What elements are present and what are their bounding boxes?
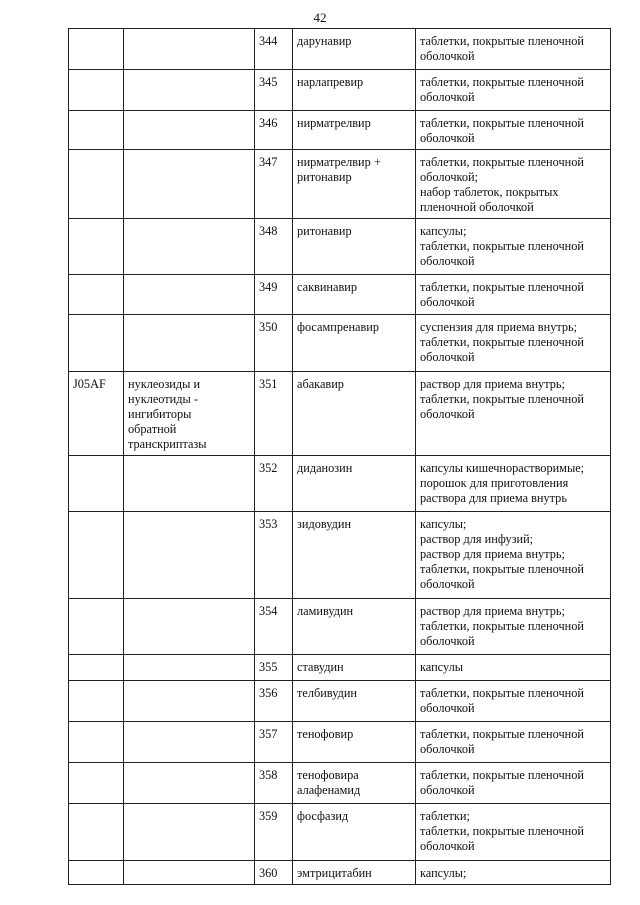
- drug-name-cell: нирматрелвир + ритонавир: [293, 150, 416, 219]
- row-number-cell: 360: [255, 861, 293, 885]
- row-number-cell: 350: [255, 315, 293, 372]
- atc-code-cell: [69, 219, 124, 275]
- row-number-cell: 352: [255, 456, 293, 512]
- pharm-group-cell: нуклеозиды и нуклеотиды - ингибиторы обратной транскриптазы: [124, 372, 255, 456]
- drug-name-cell: телбивудин: [293, 681, 416, 722]
- atc-code-cell: [69, 763, 124, 804]
- table-row: [69, 219, 611, 275]
- atc-code-cell: J05AF: [69, 372, 124, 456]
- drug-name-cell: дарунавир: [293, 29, 416, 70]
- dosage-form-cell: суспензия для приема внутрь; таблетки, покрытые пленочной оболочкой: [416, 315, 611, 372]
- dosage-form-cell: раствор для приема внутрь; таблетки, покрытые пленочной оболочкой: [416, 599, 611, 655]
- atc-code-cell: [69, 681, 124, 722]
- dosage-form-cell: таблетки, покрытые пленочной оболочкой; набор таблеток, покрытых пленочной оболочкой: [416, 150, 611, 219]
- row-number-cell: 353: [255, 512, 293, 599]
- atc-code-cell: [69, 150, 124, 219]
- dosage-form-cell: таблетки; таблетки, покрытые пленочной оболочкой: [416, 804, 611, 861]
- atc-code-cell: [69, 111, 124, 150]
- dosage-form-cell: таблетки, покрытые пленочной оболочкой: [416, 111, 611, 150]
- atc-code-cell: [69, 861, 124, 885]
- pharm-group-cell: [124, 655, 255, 681]
- pharm-group-cell: [124, 456, 255, 512]
- pharm-group-cell: [124, 804, 255, 861]
- dosage-form-cell: таблетки, покрытые пленочной оболочкой: [416, 722, 611, 763]
- table-row: [69, 111, 611, 150]
- pharm-group-cell: [124, 599, 255, 655]
- row-number-cell: 359: [255, 804, 293, 861]
- table-row: [69, 315, 611, 372]
- table-row: [69, 763, 611, 804]
- pharm-group-cell: [124, 275, 255, 315]
- pharm-group-cell: [124, 722, 255, 763]
- pharm-group-cell: [124, 70, 255, 111]
- dosage-form-cell: капсулы; таблетки, покрытые пленочной оболочкой: [416, 219, 611, 275]
- drug-name-cell: зидовудин: [293, 512, 416, 599]
- drug-name-cell: саквинавир: [293, 275, 416, 315]
- table-row: [69, 804, 611, 861]
- dosage-form-cell: капсулы;: [416, 861, 611, 885]
- atc-code-cell: [69, 804, 124, 861]
- dosage-form-cell: капсулы кишечнорастворимые; порошок для приготовления раствора для приема внутрь: [416, 456, 611, 512]
- dosage-form-cell: таблетки, покрытые пленочной оболочкой: [416, 763, 611, 804]
- table-row: [69, 512, 611, 599]
- dosage-form-cell: таблетки, покрытые пленочной оболочкой: [416, 275, 611, 315]
- dosage-form-cell: таблетки, покрытые пленочной оболочкой: [416, 70, 611, 111]
- drug-name-cell: нирматрелвир: [293, 111, 416, 150]
- atc-code-cell: [69, 456, 124, 512]
- row-number-cell: 356: [255, 681, 293, 722]
- atc-code-cell: [69, 599, 124, 655]
- atc-code-cell: [69, 275, 124, 315]
- drug-name-cell: фосампренавир: [293, 315, 416, 372]
- pharm-group-cell: [124, 861, 255, 885]
- drug-name-cell: фосфазид: [293, 804, 416, 861]
- row-number-cell: 354: [255, 599, 293, 655]
- table-row: [69, 372, 611, 456]
- dosage-form-cell: капсулы; раствор для инфузий; раствор для приема внутрь; таблетки, покрытые пленочной оболочкой: [416, 512, 611, 599]
- drug-name-cell: ритонавир: [293, 219, 416, 275]
- drug-name-cell: ламивудин: [293, 599, 416, 655]
- table-row: [69, 655, 611, 681]
- row-number-cell: 358: [255, 763, 293, 804]
- row-number-cell: 346: [255, 111, 293, 150]
- row-number-cell: 347: [255, 150, 293, 219]
- row-number-cell: 357: [255, 722, 293, 763]
- pharm-group-cell: [124, 29, 255, 70]
- table-row: [69, 150, 611, 219]
- atc-code-cell: [69, 722, 124, 763]
- drug-name-cell: эмтрицитабин: [293, 861, 416, 885]
- drug-name-cell: абакавир: [293, 372, 416, 456]
- row-number-cell: 344: [255, 29, 293, 70]
- table-row: [69, 29, 611, 70]
- atc-code-cell: [69, 512, 124, 599]
- table-row: [69, 681, 611, 722]
- drug-name-cell: тенофовира алафенамид: [293, 763, 416, 804]
- row-number-cell: 348: [255, 219, 293, 275]
- atc-code-cell: [69, 70, 124, 111]
- drug-name-cell: диданозин: [293, 456, 416, 512]
- row-number-cell: 351: [255, 372, 293, 456]
- table-row: [69, 861, 611, 885]
- pharm-group-cell: [124, 219, 255, 275]
- table-row: [69, 722, 611, 763]
- dosage-form-cell: капсулы: [416, 655, 611, 681]
- dosage-form-cell: таблетки, покрытые пленочной оболочкой: [416, 29, 611, 70]
- row-number-cell: 355: [255, 655, 293, 681]
- table-body: [69, 29, 611, 885]
- row-number-cell: 345: [255, 70, 293, 111]
- pharm-group-cell: [124, 681, 255, 722]
- drug-name-cell: нарлапревир: [293, 70, 416, 111]
- row-number-cell: 349: [255, 275, 293, 315]
- table-row: [69, 275, 611, 315]
- dosage-form-cell: таблетки, покрытые пленочной оболочкой: [416, 681, 611, 722]
- drug-name-cell: тенофовир: [293, 722, 416, 763]
- table-row: [69, 70, 611, 111]
- table-row: [69, 456, 611, 512]
- dosage-form-cell: раствор для приема внутрь; таблетки, покрытые пленочной оболочкой: [416, 372, 611, 456]
- atc-code-cell: [69, 29, 124, 70]
- pharm-group-cell: [124, 315, 255, 372]
- drug-table: [68, 28, 611, 885]
- pharm-group-cell: [124, 512, 255, 599]
- pharm-group-cell: [124, 763, 255, 804]
- atc-code-cell: [69, 315, 124, 372]
- table-row: [69, 599, 611, 655]
- atc-code-cell: [69, 655, 124, 681]
- page-number: 42: [313, 10, 327, 25]
- drug-name-cell: ставудин: [293, 655, 416, 681]
- pharm-group-cell: [124, 111, 255, 150]
- pharm-group-cell: [124, 150, 255, 219]
